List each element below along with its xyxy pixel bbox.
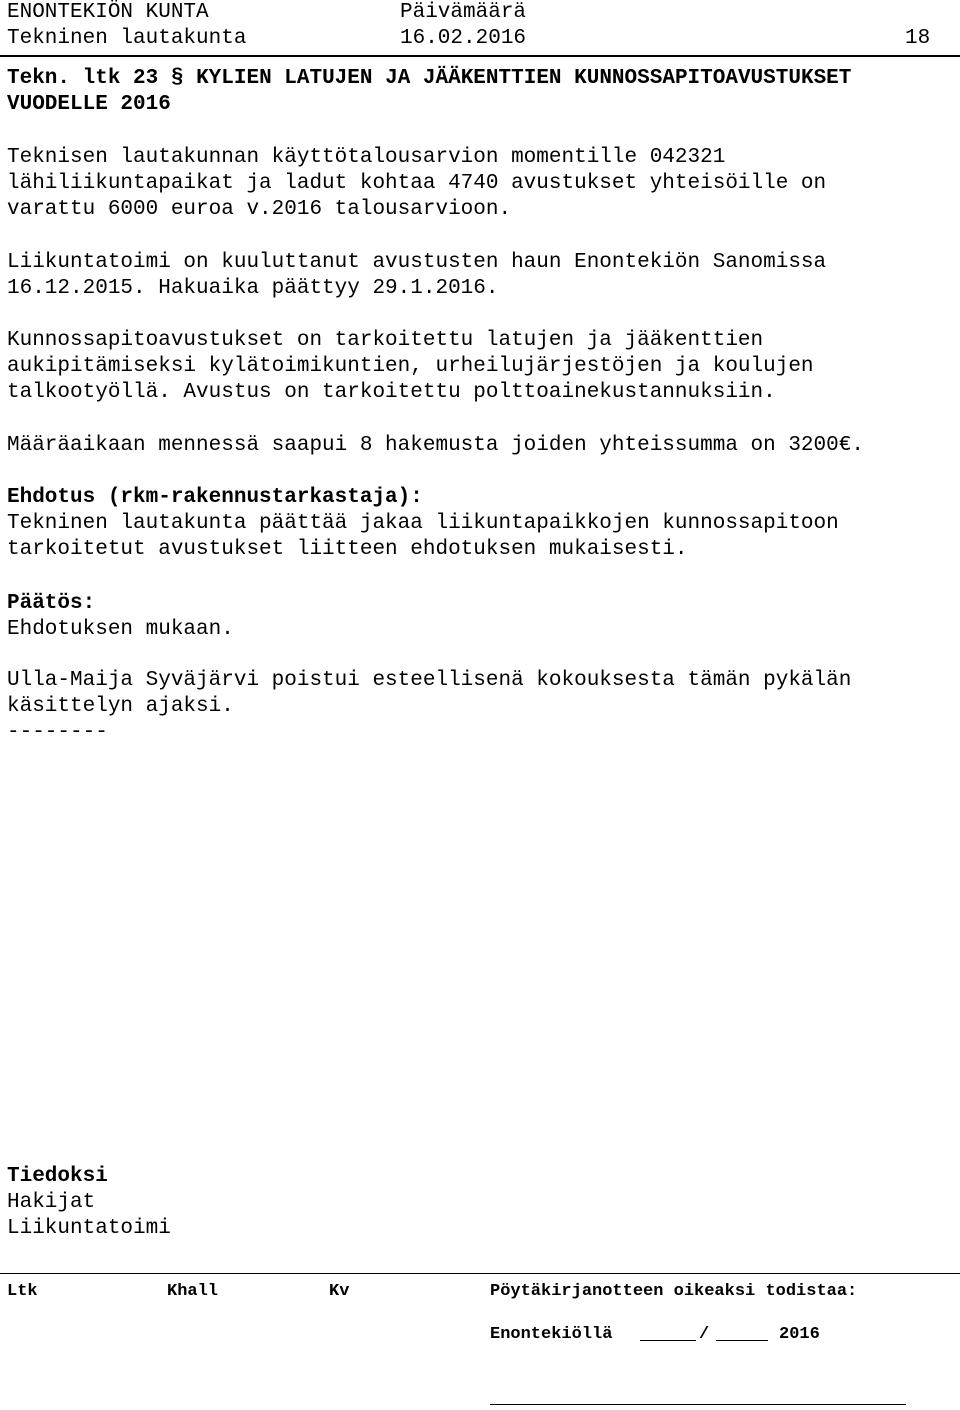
decision-text: Ehdotuksen mukaan. [7, 618, 234, 641]
note-line: käsittelyn ajaksi. [7, 695, 234, 718]
signature-line [490, 1404, 906, 1405]
header-divider [0, 55, 960, 57]
month-blank-line [716, 1340, 768, 1341]
paragraph-budget [7, 145, 952, 223]
distribution-block [7, 1164, 952, 1242]
decision-heading: Päätös: [7, 592, 96, 615]
paragraph-line: Määräaikaan mennessä saapui 8 hakemusta joiden yhteissumma on 3200€. [7, 434, 864, 457]
paragraph-line: Liikuntatoimi on kuuluttanut avustusten haun Enontekiön Sanomissa [7, 251, 827, 274]
paragraph-line: talkootyöllä. Avustus on tarkoitettu polttoainekustannuksiin. [7, 381, 776, 404]
distribution-item: Liikuntatoimi [7, 1217, 171, 1240]
meeting-date: 16.02.2016 [400, 27, 527, 50]
footer-ltk: Ltk [7, 1282, 38, 1301]
recusal-note [7, 668, 952, 746]
paragraph-line: varattu 6000 euroa v.2016 talousarvioon. [7, 198, 512, 221]
paragraph-applications [7, 433, 952, 459]
section-title [7, 66, 851, 92]
proposal-heading: Ehdotus (rkm-rakennustarkastaja): [7, 486, 423, 509]
paragraph-purpose [7, 328, 952, 406]
footer-khall: Khall [167, 1282, 219, 1301]
proposal-block [7, 485, 952, 563]
note-line: Ulla-Maija Syväjärvi poistui esteellisenä kokouksesta tämän pykälän [7, 669, 852, 692]
footer-certify: Pöytäkirjanotteen oikeaksi todistaa: [490, 1282, 858, 1301]
section-title-text: KYLIEN LATUJEN JA JÄÄKENTTIEN KUNNOSSAPITOAVUSTUKSET [196, 67, 852, 90]
note-dashes: -------- [7, 721, 108, 744]
paragraph-announcement [7, 250, 952, 302]
committee-name: Tekninen lautakunta [7, 27, 247, 50]
page-number: 18 [905, 27, 931, 50]
section-title-line2: VUODELLE 2016 [7, 93, 171, 116]
paragraph-line: 16.12.2015. Hakuaika päättyy 29.1.2016. [7, 277, 499, 300]
footer-divider [0, 1273, 960, 1274]
footer-year: 2016 [779, 1325, 820, 1344]
paragraph-line: lähiliikuntapaikat ja ladut kohtaa 4740 avustukset yhteisöille on [7, 172, 827, 195]
day-blank-line [640, 1340, 696, 1341]
paragraph-line: Kunnossapitoavustukset on tarkoitettu latujen ja jääkenttien [7, 329, 764, 352]
footer-place: Enontekiöllä [490, 1325, 613, 1344]
distribution-item: Hakijat [7, 1191, 96, 1214]
paragraph-line: aukipitämiseksi kylätoimikuntien, urheilujärjestöjen ja koulujen [7, 355, 814, 378]
section-number: Tekn. ltk 23 [7, 67, 159, 90]
footer-slash: / [699, 1325, 710, 1344]
section-sign: § [170, 67, 184, 90]
distribution-heading: Tiedoksi [7, 1165, 108, 1188]
proposal-line: Tekninen lautakunta päättää jakaa liikuntapaikkojen kunnossapitoon [7, 512, 839, 535]
decision-block [7, 591, 952, 643]
proposal-line: tarkoitetut avustukset liitteen ehdotuksen mukaisesti. [7, 538, 688, 561]
footer-kv: Kv [329, 1282, 350, 1301]
paragraph-line: Teknisen lautakunnan käyttötalousarvion momentille 042321 [7, 146, 726, 169]
date-label: Päivämäärä [400, 1, 527, 24]
municipality-name: ENONTEKIÖN KUNTA [7, 1, 209, 24]
